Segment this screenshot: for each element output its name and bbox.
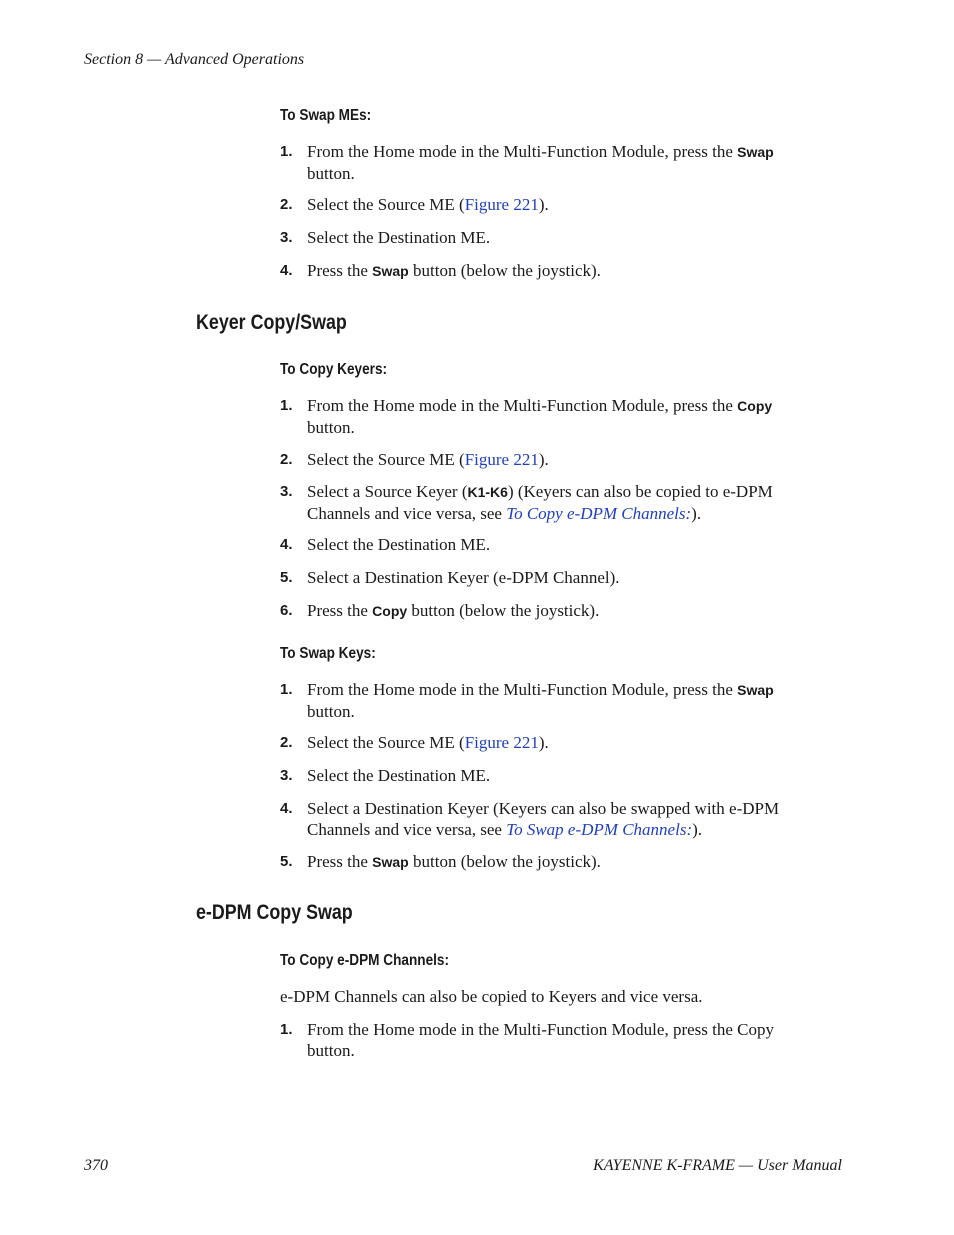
step-text: button (below the joystick).: [408, 852, 601, 871]
copy-button-ref: Copy: [737, 398, 773, 414]
step-number: 3.: [280, 229, 293, 246]
step-text: Press the: [307, 852, 373, 871]
step-text: ).: [538, 450, 549, 469]
step-text: Select a Destination Keyer (Keyers can also be swapped with e-DPM: [307, 799, 780, 818]
step-number: 2.: [280, 196, 293, 213]
step-number: 5.: [280, 569, 293, 586]
step-text: From the Home mode in the Multi-Function Module, press the: [307, 142, 738, 161]
swap-edpm-channels-link[interactable]: To Swap e-DPM Channels:: [506, 820, 693, 839]
step-text: ) (Keyers can also be copied to e-DPM: [507, 482, 773, 501]
step-text: Press the: [307, 601, 373, 620]
step-text: Select the Destination ME.: [307, 766, 491, 785]
step-text: Select the Source ME (: [307, 195, 465, 214]
swap-button-ref: Swap: [372, 263, 409, 279]
heading-copy-edpm-channels: To Copy e-DPM Channels:: [280, 952, 450, 969]
step-text: button.: [307, 702, 355, 721]
step-text: button.: [307, 1041, 355, 1060]
step-number: 3.: [280, 767, 293, 784]
step-text: Channels and vice versa, see: [307, 504, 507, 523]
step-text: Channels and vice versa, see: [307, 820, 507, 839]
step-number: 4.: [280, 800, 293, 817]
figure-221-link[interactable]: Figure 221: [464, 450, 539, 469]
step-number: 5.: [280, 853, 293, 870]
step-text: ).: [538, 195, 549, 214]
step-number: 1.: [280, 681, 293, 698]
page-number: 370: [84, 1157, 108, 1174]
copy-edpm-channels-link[interactable]: To Copy e-DPM Channels:: [506, 504, 692, 523]
step-text: Select a Destination Keyer (e-DPM Channel).: [307, 568, 620, 587]
step-text: ).: [691, 504, 702, 523]
step-number: 1.: [280, 397, 293, 414]
keyer-range-ref: K1-K6: [467, 484, 508, 500]
step-number: 3.: [280, 483, 293, 500]
step-text: Select the Source ME (: [307, 733, 465, 752]
step-text: button (below the joystick).: [408, 261, 601, 280]
swap-button-ref: Swap: [737, 144, 774, 160]
step-number: 1.: [280, 143, 293, 160]
step-text: button (below the joystick).: [407, 601, 600, 620]
section-title-edpm-copy-swap: e-DPM Copy Swap: [196, 901, 353, 924]
step-text: Press the: [307, 261, 373, 280]
step-text: button.: [307, 418, 355, 437]
step-text: ).: [538, 733, 549, 752]
figure-221-link[interactable]: Figure 221: [464, 733, 539, 752]
step-number: 4.: [280, 262, 293, 279]
step-text: Select the Destination ME.: [307, 228, 491, 247]
heading-copy-keyers: To Copy Keyers:: [280, 361, 388, 378]
step-text: Select the Source ME (: [307, 450, 465, 469]
section-title-keyer-copy-swap: Keyer Copy/Swap: [196, 311, 347, 334]
step-text: From the Home mode in the Multi-Function Module, press the: [307, 680, 738, 699]
step-number: 2.: [280, 451, 293, 468]
swap-button-ref: Swap: [372, 854, 409, 870]
figure-221-link[interactable]: Figure 221: [464, 195, 539, 214]
step-text: ).: [692, 820, 703, 839]
swap-button-ref: Swap: [737, 682, 774, 698]
step-number: 6.: [280, 602, 293, 619]
step-number: 4.: [280, 536, 293, 553]
step-number: 1.: [280, 1021, 293, 1038]
running-footer-title: KAYENNE K-FRAME — User Manual: [593, 1157, 842, 1174]
running-header: Section 8 — Advanced Operations: [84, 51, 305, 68]
step-text: button.: [307, 164, 355, 183]
step-text: From the Home mode in the Multi-Function Module, press the Copy: [307, 1020, 774, 1039]
step-text: From the Home mode in the Multi-Function Module, press the: [307, 396, 738, 415]
step-text: Select the Destination ME.: [307, 535, 491, 554]
copy-button-ref: Copy: [372, 603, 408, 619]
step-number: 2.: [280, 734, 293, 751]
step-text: Select a Source Keyer (: [307, 482, 468, 501]
heading-swap-mes: To Swap MEs:: [280, 107, 372, 124]
copy-edpm-intro: e-DPM Channels can also be copied to Keyers and vice versa.: [280, 987, 703, 1006]
heading-swap-keys: To Swap Keys:: [280, 645, 376, 662]
